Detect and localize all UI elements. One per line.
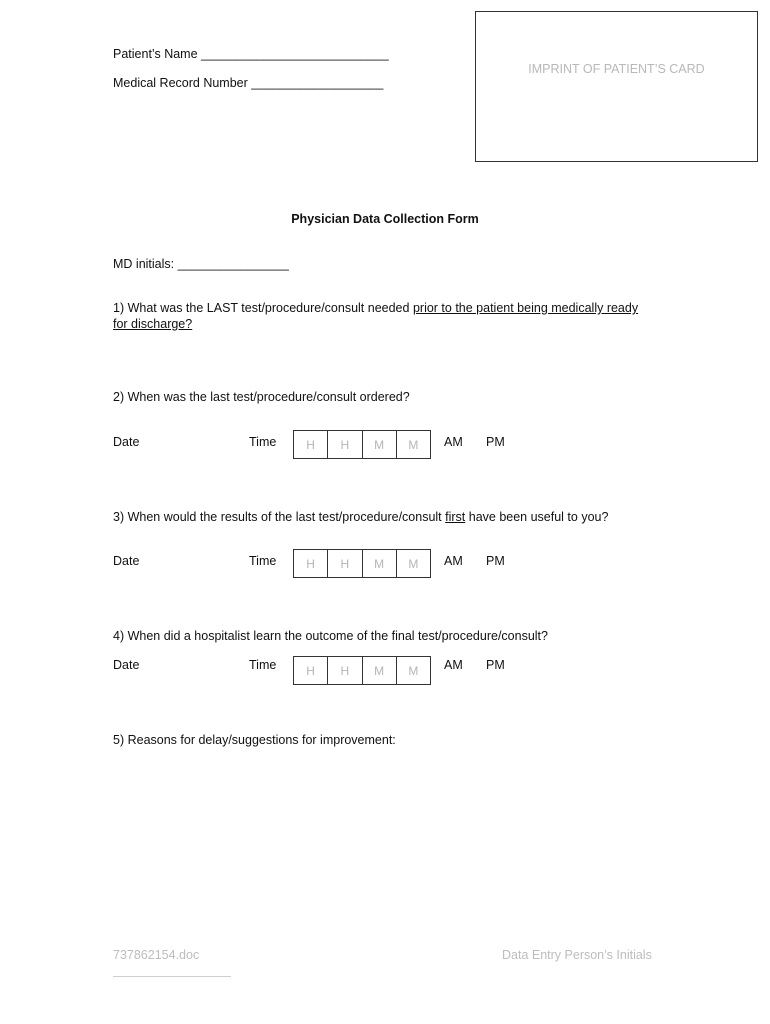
q4-time-boxes — [293, 656, 431, 685]
q4-am-option: AM — [444, 658, 463, 672]
q4-minute-1-box: M — [363, 657, 397, 684]
q3-minute-1-box: M — [363, 550, 397, 577]
q2-hour-1-box: H — [294, 431, 328, 458]
question-1 — [113, 301, 638, 315]
q4-date-label: Date — [113, 658, 140, 672]
q4-hour-1-box: H — [294, 657, 328, 684]
q3-hour-1-box: H — [294, 550, 328, 577]
patient-card-imprint-box — [475, 11, 758, 162]
q2-pm-option: PM — [486, 435, 505, 449]
form-title: Physician Data Collection Form — [291, 212, 479, 226]
question-2: 2) When was the last test/procedure/consult ordered? — [113, 390, 410, 404]
q2-am-option: AM — [444, 435, 463, 449]
q3-minute-2-box: M — [408, 556, 419, 571]
q3-date-label: Date — [113, 554, 140, 568]
md-initials-field: MD initials: ________________ — [113, 257, 289, 271]
q2-date-label: Date — [113, 435, 140, 449]
footer-divider — [113, 976, 231, 977]
q4-pm-option: PM — [486, 658, 505, 672]
question-3 — [113, 510, 608, 524]
q2-time-label: Time — [249, 435, 277, 449]
q3-pm-option: PM — [486, 554, 505, 568]
imprint-label: IMPRINT OF PATIENT’S CARD — [528, 62, 705, 76]
q2-minute-2-box: M — [408, 437, 419, 452]
q2-time-boxes — [293, 430, 431, 459]
q4-hour-2-box: H — [328, 657, 362, 684]
question-5: 5) Reasons for delay/suggestions for improvement: — [113, 733, 396, 747]
q3-am-option: AM — [444, 554, 463, 568]
question-1-text: 1) What was the LAST test/procedure/consult needed — [113, 301, 413, 315]
footer-filename: 737862154.doc — [113, 948, 200, 962]
q3-hour-2-box: H — [328, 550, 362, 577]
question-4: 4) When did a hospitalist learn the outcome of the final test/procedure/consult? — [113, 629, 548, 643]
question-3-emphasis: first — [445, 510, 466, 524]
q3-time-label: Time — [249, 554, 277, 568]
patient-name-field: Patient’s Name ___________________________ — [113, 47, 389, 61]
q3-time-boxes — [293, 549, 431, 578]
q4-time-label: Time — [249, 658, 277, 672]
question-3-text-end: have been useful to you? — [465, 510, 609, 524]
q4-minute-2-box: M — [408, 663, 419, 678]
q2-hour-2-box: H — [328, 431, 362, 458]
question-1-emphasis: prior to the patient being medically ready — [412, 301, 639, 315]
q2-minute-1-box: M — [363, 431, 397, 458]
question-1-emphasis-cont: for discharge? — [113, 317, 193, 331]
question-3-text: 3) When would the results of the last test/procedure/consult — [113, 510, 446, 524]
footer-data-entry-initials: Data Entry Person’s Initials — [502, 948, 652, 962]
medical-record-number-field: Medical Record Number ___________________ — [113, 76, 384, 90]
